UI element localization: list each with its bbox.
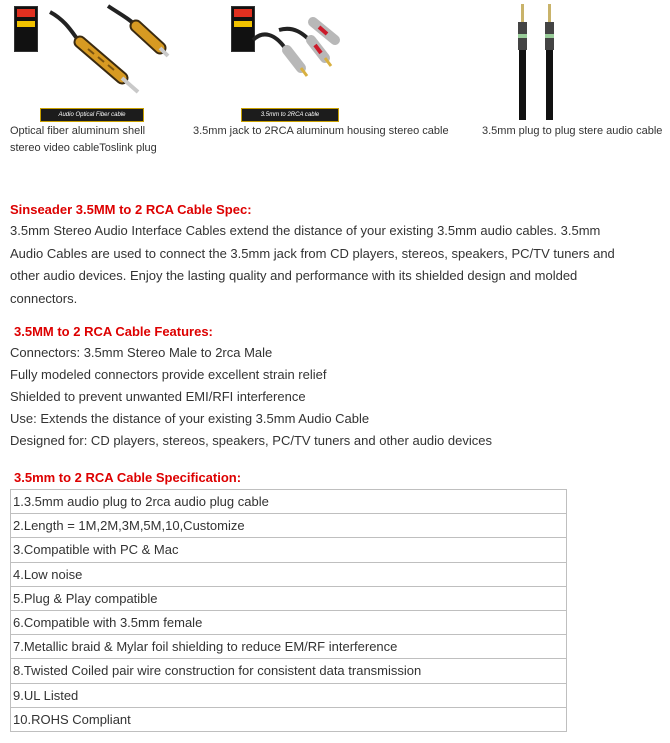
product-caption[interactable]: stereo video cableToslink plug [10, 142, 157, 154]
table-row [11, 586, 567, 610]
plug-cable-icon [482, 0, 642, 120]
table-row [11, 707, 567, 731]
feature-item: Designed for: CD players, stereos, speakers, PC/TV tuners and other audio devices [10, 433, 492, 448]
product-plug-cable[interactable] [482, 0, 670, 140]
product-banner: Audio Optical Fiber cable [40, 108, 144, 122]
table-row [11, 659, 567, 683]
table-cell: 5.Plug & Play compatible [11, 586, 567, 610]
rca-cable-image[interactable] [193, 0, 353, 120]
product-gallery [0, 0, 670, 170]
feature-item: Use: Extends the distance of your existing 3.5mm Audio Cable [10, 411, 370, 426]
table-row [11, 538, 567, 562]
table-cell: 6.Compatible with 3.5mm female [11, 610, 567, 634]
specification-heading-wrap [10, 468, 670, 488]
table-cell: 2.Length = 1M,2M,3M,5M,10,Customize [11, 514, 567, 538]
table-cell: 9.UL Listed [11, 683, 567, 707]
product-optical-cable[interactable] [10, 0, 190, 157]
spec-line: connectors. [10, 290, 78, 306]
specification-heading: 3.5mm to 2 RCA Cable Specification: [14, 470, 242, 485]
table-row [11, 610, 567, 634]
optical-cable-image[interactable] [10, 0, 170, 120]
spec-section [10, 200, 670, 310]
table-row [11, 683, 567, 707]
spec-line: 3.5mm Stereo Audio Interface Cables extend the distance of your existing 3.5mm audio cables. 3.5mm [10, 223, 601, 238]
product-caption[interactable]: Optical fiber aluminum shell [10, 125, 146, 137]
spec-line: other audio devices. Enjoy the lasting quality and performance with its shielded design and molded [10, 268, 578, 283]
feature-item: Shielded to prevent unwanted EMI/RFI interference [10, 389, 306, 404]
features-heading: 3.5MM to 2 RCA Cable Features: [14, 324, 213, 339]
feature-item: Fully modeled connectors provide excellent strain relief [10, 367, 327, 382]
table-cell: 1.3.5mm audio plug to 2rca audio plug cable [11, 490, 567, 514]
plug-cable-image[interactable] [482, 0, 642, 120]
table-row [11, 490, 567, 514]
feature-item: Connectors: 3.5mm Stereo Male to 2rca Male [10, 345, 273, 360]
spec-heading: Sinseader 3.5MM to 2 RCA Cable Spec: [10, 202, 252, 217]
table-cell: 8.Twisted Coiled pair wire construction for consistent data transmission [11, 659, 567, 683]
table-cell: 3.Compatible with PC & Mac [11, 538, 567, 562]
specification-table [10, 489, 567, 732]
spec-line: Audio Cables are used to connect the 3.5mm jack from CD players, stereos, speakers, PC/TV tuners and [10, 245, 615, 261]
features-section [10, 322, 670, 452]
table-cell: 4.Low noise [11, 562, 567, 586]
rca-cable-icon [193, 0, 343, 110]
table-cell: 7.Metallic braid & Mylar foil shielding to reduce EM/RF interference [11, 635, 567, 659]
optical-cable-icon [10, 0, 170, 110]
product-caption[interactable]: 3.5mm plug to plug stere audio cable [482, 125, 663, 137]
table-row [11, 635, 567, 659]
product-banner: 3.5mm to 2RCA cable [241, 108, 339, 122]
table-cell: 10.ROHS Compliant [11, 707, 567, 731]
table-row [11, 514, 567, 538]
table-row [11, 562, 567, 586]
product-rca-cable[interactable] [193, 0, 478, 140]
product-caption[interactable]: 3.5mm jack to 2RCA aluminum housing stereo cable [193, 125, 449, 137]
